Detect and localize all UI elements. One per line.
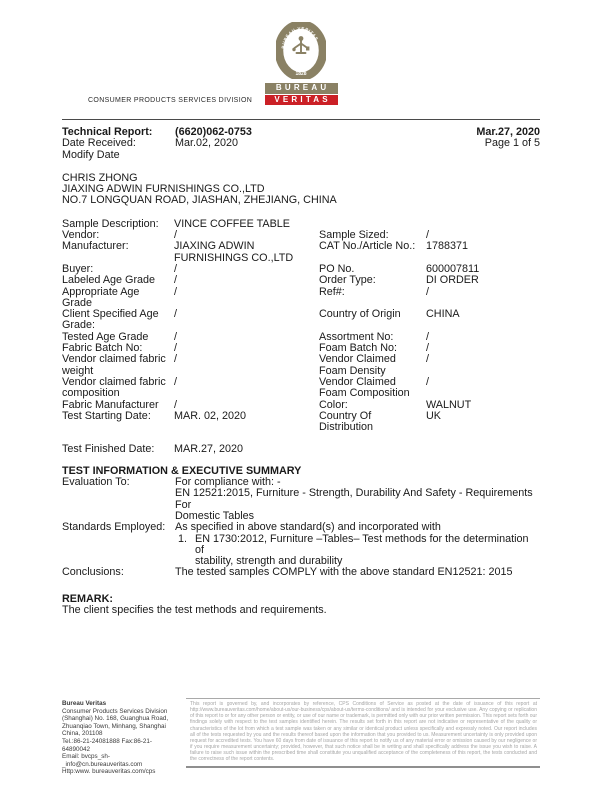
remark-text: The client specifies the test methods and requirements. — [62, 603, 327, 616]
field-label-left: Fabric Batch No: — [62, 342, 143, 355]
field-value-left: / — [174, 330, 177, 343]
conclusions-label: Conclusions: — [62, 566, 124, 579]
conclusions-row — [62, 567, 540, 578]
page-footer — [62, 698, 540, 776]
sample-field-row — [62, 411, 540, 434]
field-label-right — [319, 444, 426, 455]
logo-bureau-bar: BUREAU — [265, 83, 338, 94]
field-value-left: / — [174, 308, 177, 321]
field-value-right: / — [426, 375, 429, 388]
footer-address-line: Email: bvcps_sh- — [62, 753, 110, 761]
field-value-left: / — [174, 274, 177, 287]
sample-field-row — [62, 354, 540, 377]
field-value-right: / — [426, 229, 429, 242]
footer-address-line: 64890042 — [62, 745, 91, 753]
field-value-left: / — [174, 342, 177, 355]
field-value-left: / — [174, 375, 177, 388]
field-label-left: Manufacturer: — [62, 240, 129, 253]
date-received-value: Mar.02, 2020 — [175, 137, 239, 150]
footer-address-block — [62, 698, 184, 776]
emblem-year: 1828 — [295, 71, 307, 78]
field-value-left: / — [174, 285, 177, 298]
field-value-right: / — [426, 330, 429, 343]
field-label-left: Labeled Age Grade — [62, 274, 156, 287]
sample-info-grid — [62, 219, 540, 456]
report-content — [62, 127, 540, 616]
conclusions-text: The tested samples COMPLY with the above standard EN12521: 2015 — [175, 566, 513, 579]
field-label-right: Country of Origin — [319, 308, 401, 321]
field-value-right: / — [426, 285, 429, 298]
sample-field-row — [62, 287, 540, 310]
footer-address-line: Http:www. bureauveritas.com/cps — [62, 768, 156, 776]
sample-field-row — [62, 275, 540, 286]
sample-field-row — [62, 230, 540, 241]
field-value-left: / — [174, 398, 177, 411]
footer-address-line: Zhuanqiao Town, Minhang, Shanghai — [62, 722, 166, 730]
field-value-left: / — [174, 262, 177, 275]
field-label-right: Vendor Claimed Foam Density — [319, 353, 396, 377]
footer-legal-text: This report is governed by, and incorporates by reference, CPS Conditions of Service as posted at the date of issuance of this report at http://www.bureauveritas.com/home/about-us/our-business/cps/about-us/terms-conditions/ and is intended for your exclusive use. Any copying or replication of this report to or for any other person or entity, or use of our name or trademark, is permitted only with our prior written permission. This report sets forth our findings solely with respect to the test samples identified herein. The results set forth in this report are not indicative or representative of the quality or characteristics of the lot from which a test sample was taken or any similar or identical product unless specifically and expressly noted. Our report includes all of the tests requested by you and the results thereof based upon the information that you provided to us. Measurement uncertainty is only provided upon request for accredited tests. You have 60 days from date of issuance of this report to notify us of any material error or omission caused by our negligence or if you require measurement uncertainty; provided, however, that such notice shall be in writing and shall specifically address the issue you wish to raise. A failure to raise such issue within the prescribed time shall constitute you unqualified acceptance of the completeness of this report, the tests conducted and the correctness of the report contents. — [186, 698, 540, 768]
field-label-right: Foam Batch No: — [319, 342, 398, 355]
field-label-right: Order Type: — [319, 274, 376, 287]
footer-address-line: _info@cn.bureauveritas.com — [62, 760, 143, 768]
field-label-right: Country Of Distribution — [319, 409, 374, 434]
field-value-left: / — [174, 353, 177, 366]
field-value-right: WALNUT — [426, 398, 472, 411]
standards-employed-row — [62, 522, 540, 567]
field-value-right: UK — [426, 409, 441, 422]
report-date: Mar.27, 2020 — [476, 126, 540, 138]
field-label-right: Ref#: — [319, 285, 345, 298]
field-value-right: / — [426, 342, 429, 355]
footer-company-name: Bureau Veritas — [62, 700, 107, 707]
page-number: Page 1 of 5 — [484, 137, 540, 150]
division-title: CONSUMER PRODUCTS SERVICES DIVISION — [88, 97, 253, 104]
logo-veritas-bar: VERITAS — [265, 95, 338, 106]
field-label-right: PO No. — [319, 262, 355, 275]
field-value-left: VINCE COFFEE TABLE — [174, 217, 290, 230]
header-divider — [62, 119, 540, 120]
field-label-left: Tested Age Grade — [62, 330, 149, 343]
field-label-left: Vendor claimed fabric composition — [62, 375, 166, 400]
evaluation-to-row — [62, 477, 540, 522]
field-label-left: Sample Description: — [62, 217, 159, 230]
technical-report-number: (6620)062-0753 — [175, 126, 252, 138]
footer-address-line: Consumer Products Services Division — [62, 707, 168, 715]
date-received-label: Date Received: — [62, 137, 136, 150]
field-label-left: Buyer: — [62, 262, 94, 275]
recipient-company: JIAXING ADWIN FURNISHINGS CO.,LTD — [62, 183, 265, 196]
field-label-right: Assortment No: — [319, 330, 394, 343]
field-label-right: Sample Sized: — [319, 229, 389, 242]
bureau-veritas-logo — [264, 22, 338, 105]
footer-address-line: China, 201108 — [62, 730, 103, 738]
recipient-address — [62, 173, 540, 207]
remark-section — [62, 594, 540, 617]
field-value-right: 1788371 — [426, 240, 469, 253]
field-label-left: Vendor: — [62, 229, 100, 242]
recipient-name: CHRIS ZHONG — [62, 171, 138, 184]
sample-field-row — [62, 219, 540, 230]
field-label-left: Fabric Manufacturer — [62, 398, 159, 411]
executive-summary — [62, 466, 540, 579]
field-value-right: CHINA — [426, 308, 460, 321]
recipient-street: NO.7 LONGQUAN ROAD, JIASHAN, ZHEJIANG, CHINA — [62, 194, 337, 207]
footer-address-line: Tel.:86-21-24081888 Fax:86-21- — [62, 737, 152, 745]
field-label-left: Test Starting Date: — [62, 409, 151, 422]
field-value-left: JIAXING ADWIN FURNISHINGS CO.,LTD — [174, 240, 294, 264]
summary-title: TEST INFORMATION & EXECUTIVE SUMMARY — [62, 464, 302, 477]
modify-date-row — [62, 150, 540, 161]
field-label-left: Test Finished Date: — [62, 443, 155, 456]
field-value-right: 600007811 — [426, 262, 480, 275]
field-value-left: MAR. 02, 2020 — [174, 409, 247, 422]
field-value-left: MAR.27, 2020 — [174, 443, 244, 456]
report-header — [62, 127, 540, 161]
field-label-left: Appropriate Age Grade — [62, 285, 140, 309]
remark-title: REMARK: — [62, 592, 113, 605]
field-label-right: Vendor Claimed Foam Composition — [319, 375, 410, 400]
bureau-veritas-emblem-icon — [276, 22, 326, 79]
field-label-right: CAT No./Article No.: — [319, 240, 416, 253]
standard-list-item: 1. EN 1730:2012, Furniture –Tables– Test methods for the determination of — [178, 532, 529, 556]
field-value-right: / — [426, 353, 429, 366]
sample-field-row — [62, 309, 540, 332]
sample-field-row — [62, 241, 540, 264]
date-received-row — [62, 138, 540, 149]
technical-report-label: Technical Report: — [62, 126, 153, 138]
sample-field-row — [62, 377, 540, 400]
field-value-left: / — [174, 229, 177, 242]
footer-address-line: (Shanghai) No. 168, Guanghua Road, — [62, 715, 169, 723]
standards-employed-content: As specified in above standard(s) and incorporated with 1. EN 1730:2012, Furniture –Tables– Test methods for the determination of stability, strength and durability — [175, 522, 540, 567]
field-value-right — [426, 219, 540, 230]
field-label-left: Vendor claimed fabric weight — [62, 353, 166, 377]
emblem-ring-text: BUREAU VERITAS — [280, 25, 320, 49]
modify-date-label: Modify Date — [62, 148, 120, 161]
field-label-right: Color: — [319, 398, 348, 411]
field-value-right: DI ORDER — [426, 274, 479, 287]
standards-employed-label: Standards Employed: — [62, 521, 166, 534]
sample-field-row — [62, 444, 540, 455]
evaluation-to-label: Evaluation To: — [62, 476, 130, 489]
field-value-right — [426, 444, 540, 455]
evaluation-to-content: For compliance with: - EN 12521:2015, Furniture - Strength, Durability And Safety - Requirements For Domestic Tables — [175, 476, 533, 522]
field-label-left: Client Specified Age Grade: — [62, 308, 159, 332]
